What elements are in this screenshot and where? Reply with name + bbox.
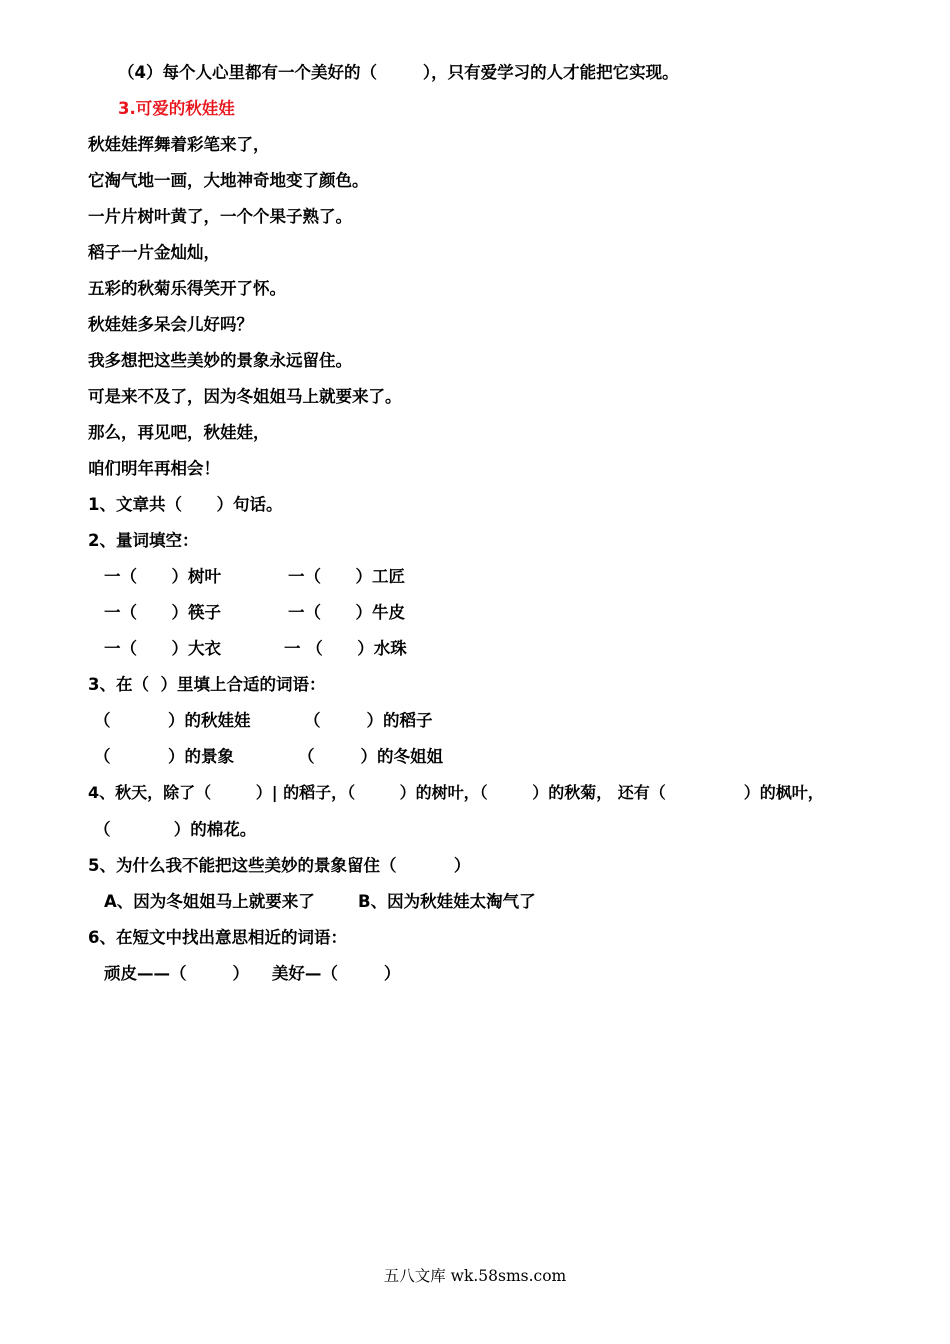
poem-line: 我多想把这些美妙的景象永远留住。 [88,351,352,370]
footer-watermark: 五八文库 wk.58sms.com [383,1267,567,1285]
section-title: 3.可爱的秋娃娃 [118,99,235,118]
fill-word-item: （ ）的秋娃娃 [94,711,251,730]
question-1: 1、文章共（ ）句话。 [88,495,283,514]
question-4-line-1: 4、秋天，除了（ ）| 的稻子，（ ）的树叶，（ ）的秋菊， 还有（ ）的枫叶， [88,783,824,802]
measure-word-item: 一 （ ）水珠 [284,639,407,658]
poem-line: 秋娃娃多呆会儿好吗？ [88,315,253,334]
question-2-title: 2、量词填空： [88,531,199,550]
poem-line: 稻子一片金灿灿， [88,243,220,262]
poem-line: 秋娃娃挥舞着彩笔来了， [88,135,270,154]
question-4-line-2: （ ）的棉花。 [94,820,257,839]
fill-word-item: （ ）的冬姐姐 [298,747,443,766]
poem-line: 可是来不及了，因为冬姐姐马上就要来了。 [88,387,402,406]
question-5: 5、为什么我不能把这些美妙的景象留住（ ） [88,856,471,875]
poem-line: 五彩的秋菊乐得笑开了怀。 [88,279,286,298]
poem-line: 咱们明年再相会！ [88,459,220,478]
option-b: B、因为秋娃娃太淘气了 [358,892,536,911]
poem-line: 那么，再见吧，秋娃娃， [88,423,270,442]
measure-word-item: 一（ ）树叶 [104,567,221,586]
measure-word-item: 一（ ）大衣 [104,639,221,658]
measure-word-item: 一（ ）牛皮 [288,603,405,622]
poem-line: 它淘气地一画，大地神奇地变了颜色。 [88,171,369,190]
question-4-previous: （4）每个人心里都有一个美好的（ ），只有爱学习的人才能把它实现。 [118,63,679,82]
measure-word-item: 一（ ）工匠 [288,567,405,586]
poem-line: 一片片树叶黄了，一个个果子熟了。 [88,207,352,226]
option-a: A、因为冬姐姐马上就要来了 [104,892,315,911]
synonym-items: 顽皮——（ ） 美好—（ ） [104,964,401,983]
measure-word-item: 一（ ）筷子 [104,603,221,622]
question-6-title: 6、在短文中找出意思相近的词语： [88,928,347,947]
question-3-title: 3、在（ ）里填上合适的词语： [88,675,326,694]
fill-word-item: （ ）的稻子 [304,711,433,730]
fill-word-item: （ ）的景象 [94,747,234,766]
